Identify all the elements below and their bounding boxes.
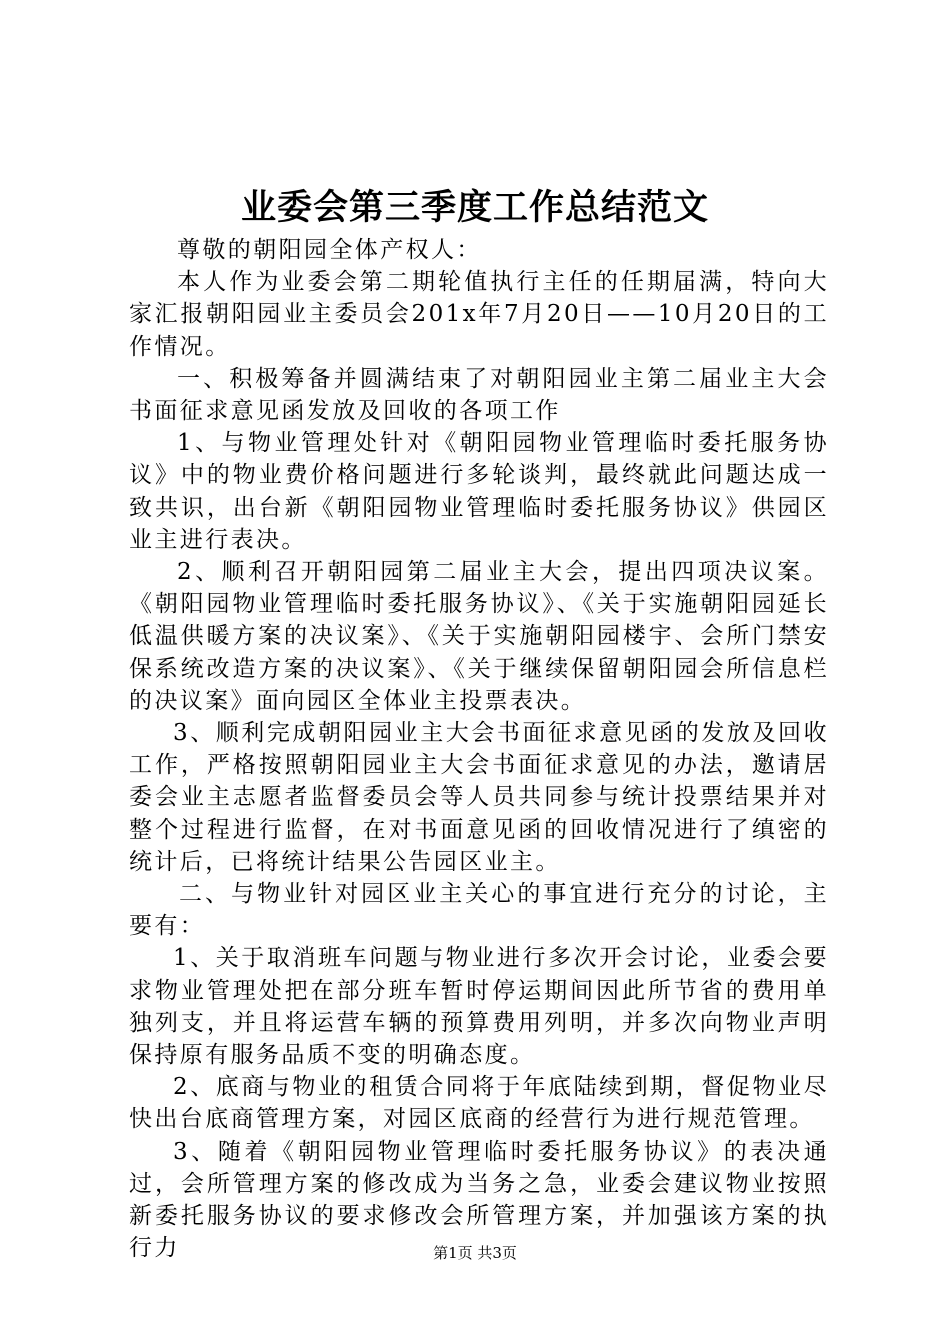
paragraph-section-2-heading: 二、与物业针对园区业主关心的事宜进行充分的讨论，主要有：	[129, 881, 829, 940]
paragraph-section-2-item-3: 3、随着《朝阳园物业管理临时委托服务协议》的表决通过，会所管理方案的修改成为当务之急，业委会建议物业按照新委托服务协议的要求修改会所管理方案，并加强该方案的执行力	[129, 1138, 829, 1262]
paragraph-salutation: 尊敬的朝阳园全体产权人：	[177, 237, 482, 263]
paragraph-section-1-item-1: 1、与物业管理处针对《朝阳园物业管理临时委托服务协议》中的物业费价格问题进行多轮谈判，最终就此问题达成一致共识，出台新《朝阳园物业管理临时委托服务协议》供园区业主进行表决。	[129, 430, 829, 553]
page-footer: 第1页 共3页	[433, 1244, 517, 1262]
paragraph-section-2-item-1: 1、关于取消班车问题与物业进行多次开会讨论，业委会要求物业管理处把在部分班车暂时停运期间因此所节省的费用单独列支，并且将运营车辆的预算费用列明，并多次向物业声明保持原有服务品质不变的明确态度。	[129, 945, 829, 1069]
document-title: 业委会第三季度工作总结范文	[240, 187, 709, 228]
paragraph-section-2-item-2: 2、底商与物业的租赁合同将于年底陆续到期，督促物业尽快出台底商管理方案，对园区底商的经营行为进行规范管理。	[129, 1074, 829, 1133]
document-body	[129, 234, 829, 1265]
paragraph-intro: 本人作为业委会第二期轮值执行主任的任期届满，特向大家汇报朝阳园业主委员会201x年7月20日——10月20日的工作情况。	[129, 269, 829, 360]
paragraph-section-1-item-3: 3、顺利完成朝阳园业主大会书面征求意见函的发放及回收工作，严格按照朝阳园业主大会书面征求意见的办法，邀请居委会业主志愿者监督委员会等人员共同参与统计投票结果并对整个过程进行监督，在对书面意见函的回收情况进行了缜密的统计后，已将统计结果公告园区业主。	[129, 720, 829, 875]
paragraph-section-1-item-2: 2、顺利召开朝阳园第二届业主大会，提出四项决议案。《朝阳园物业管理临时委托服务协议》、《关于实施朝阳园延长低温供暖方案的决议案》、《关于实施朝阳园楼宇、会所门禁安保系统改造方案的决议案》、《关于继续保留朝阳园会所信息栏的决议案》面向园区全体业主投票表决。	[129, 559, 829, 714]
paragraph-section-1-heading: 一、积极筹备并圆满结束了对朝阳园业主第二届业主大会书面征求意见函发放及回收的各项工作	[129, 365, 829, 425]
